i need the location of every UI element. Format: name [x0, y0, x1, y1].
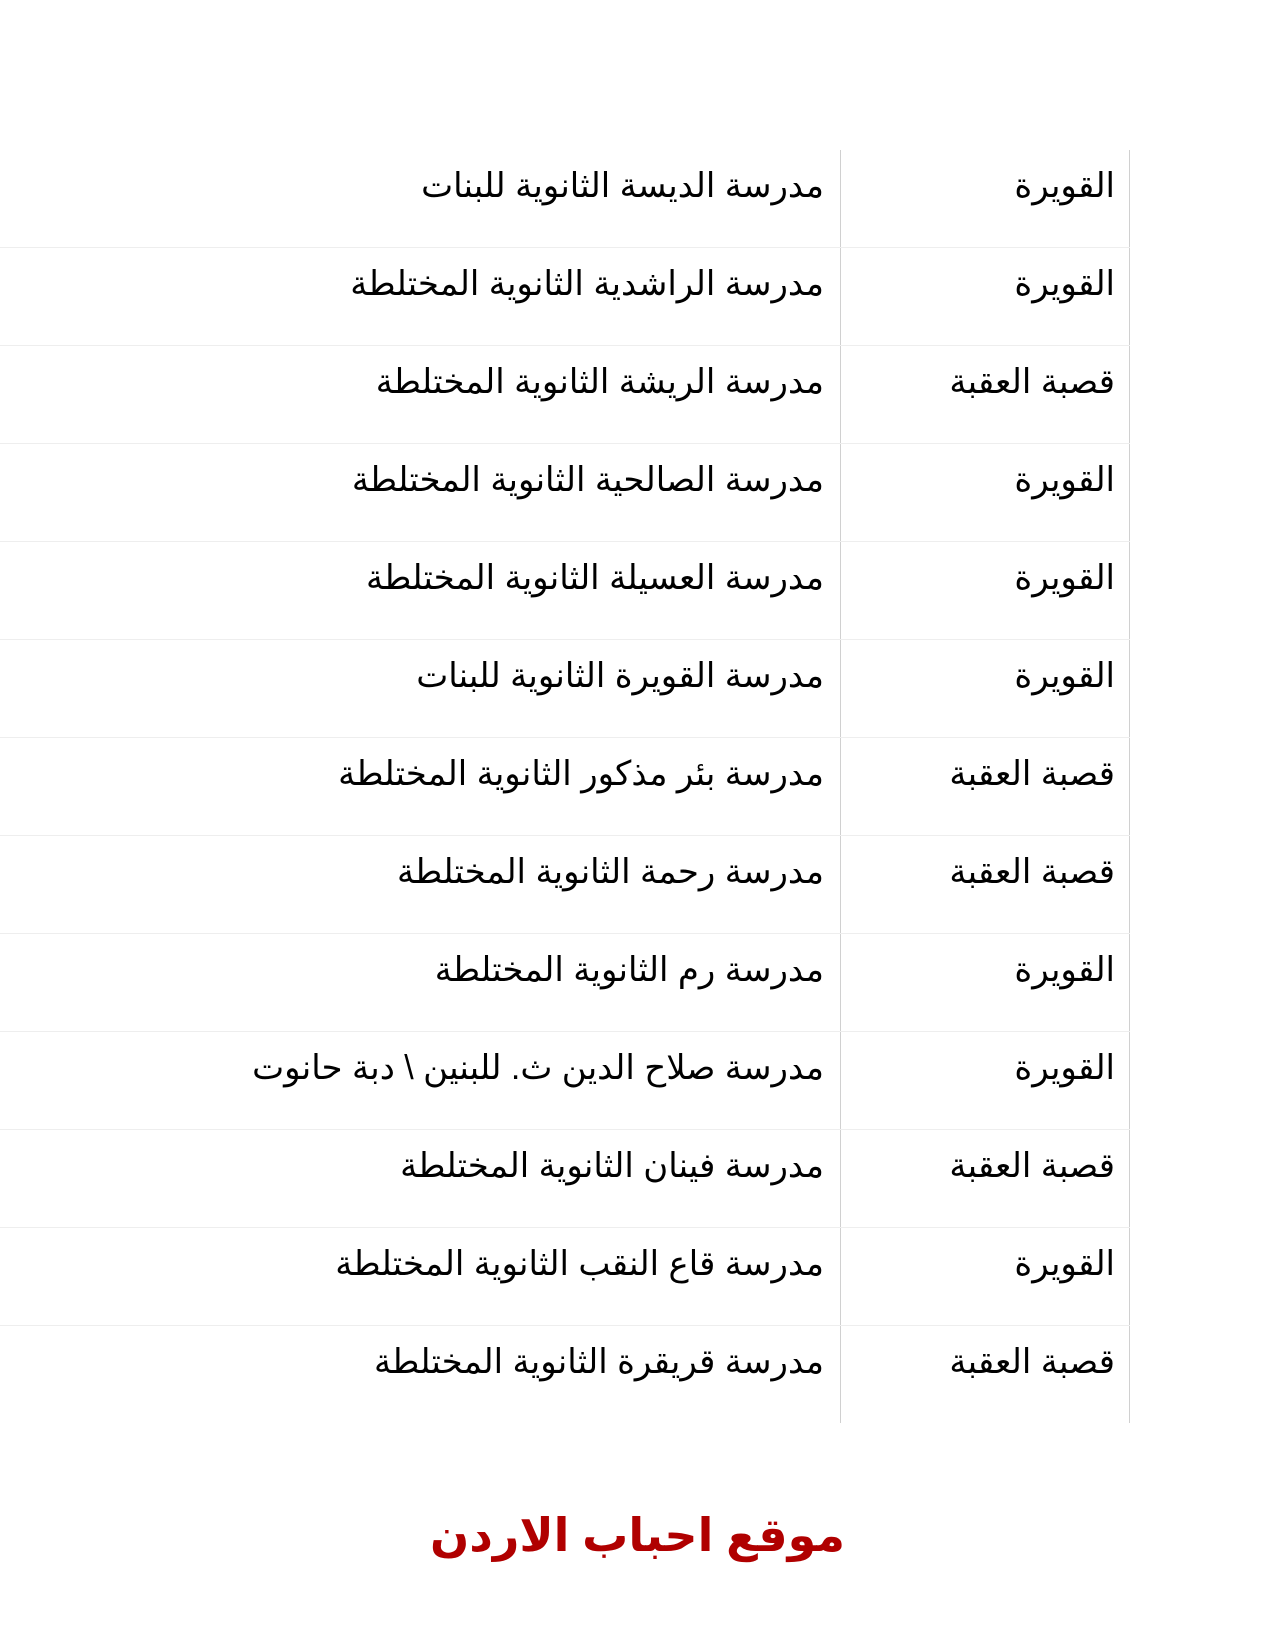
table-row — [0, 542, 1130, 640]
area-cell: القويرة — [840, 150, 1130, 247]
site-footer-title: موقع احباب الاردن — [430, 1509, 845, 1561]
area-cell: قصبة العقبة — [840, 346, 1130, 443]
table-row — [0, 1130, 1130, 1228]
school-name-cell: مدرسة الصالحية الثانوية المختلطة — [351, 461, 824, 499]
area-cell: قصبة العقبة — [840, 836, 1130, 933]
school-name-cell: مدرسة صلاح الدين ث. للبنين \ دبة حانوت — [252, 1049, 824, 1087]
school-name-cell: مدرسة القويرة الثانوية للبنات — [416, 657, 824, 695]
area-cell: القويرة — [840, 1228, 1130, 1325]
schools-table — [0, 150, 1130, 1423]
table-row — [0, 444, 1130, 542]
table-row — [0, 1032, 1130, 1130]
table-row — [0, 640, 1130, 738]
table-row — [0, 738, 1130, 836]
school-name-cell: مدرسة رحمة الثانوية المختلطة — [396, 853, 824, 891]
school-name-cell: مدرسة الريشة الثانوية المختلطة — [375, 363, 824, 401]
table-row — [0, 346, 1130, 444]
school-name-cell: مدرسة بئر مذكور الثانوية المختلطة — [338, 755, 824, 793]
table-row — [0, 248, 1130, 346]
area-cell: القويرة — [840, 640, 1130, 737]
area-cell: القويرة — [840, 934, 1130, 1031]
table-row — [0, 934, 1130, 1032]
table-row — [0, 1326, 1130, 1423]
area-cell: قصبة العقبة — [840, 738, 1130, 835]
school-name-cell: مدرسة رم الثانوية المختلطة — [434, 951, 824, 989]
table-row — [0, 836, 1130, 934]
area-cell: القويرة — [840, 248, 1130, 345]
school-name-cell: مدرسة فينان الثانوية المختلطة — [400, 1147, 824, 1185]
school-name-cell: مدرسة العسيلة الثانوية المختلطة — [365, 559, 824, 597]
area-cell: قصبة العقبة — [840, 1130, 1130, 1227]
area-cell: قصبة العقبة — [840, 1326, 1130, 1423]
school-name-cell: مدرسة قاع النقب الثانوية المختلطة — [335, 1245, 824, 1283]
school-name-cell: مدرسة الراشدية الثانوية المختلطة — [350, 265, 824, 303]
area-cell: القويرة — [840, 542, 1130, 639]
school-name-cell: مدرسة الديسة الثانوية للبنات — [421, 167, 824, 205]
area-cell: القويرة — [840, 444, 1130, 541]
area-cell: القويرة — [840, 1032, 1130, 1129]
school-name-cell: مدرسة قريقرة الثانوية المختلطة — [374, 1343, 824, 1381]
table-row — [0, 150, 1130, 248]
table-row — [0, 1228, 1130, 1326]
